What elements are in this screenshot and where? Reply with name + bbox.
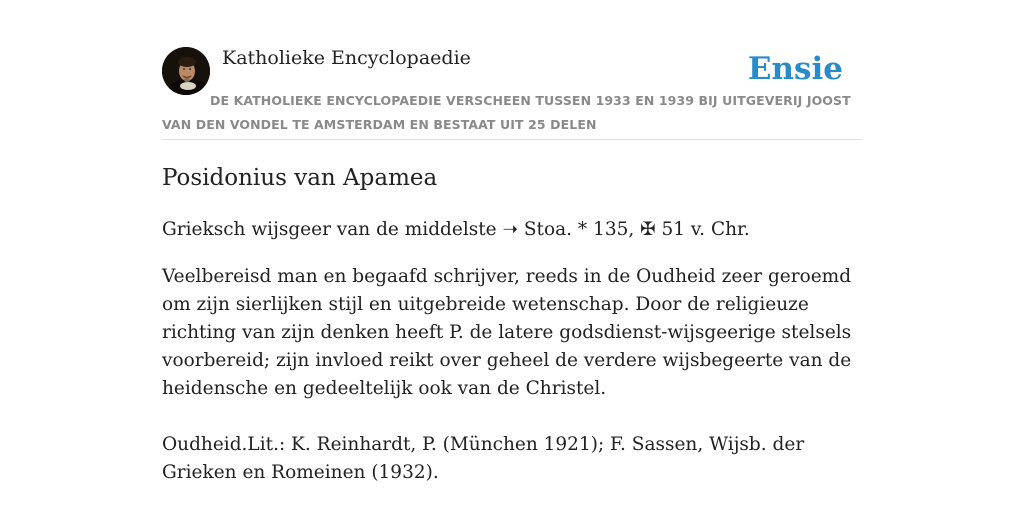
publication-header: [162, 45, 862, 140]
article-title: Posidonius van Apamea: [162, 165, 438, 191]
publication-title[interactable]: Katholieke Encyclopaedie: [222, 47, 471, 69]
article: [162, 160, 867, 487]
portrait-icon: [162, 47, 210, 95]
article-paragraph: Grieksch wijsgeer van de middelste ➝ Stoa. * 135, ✠ 51 v. Chr.: [162, 219, 750, 240]
publication-avatar[interactable]: [162, 47, 210, 95]
publication-description: DE KATHOLIEKE ENCYCLOPAEDIE VERSCHEEN TUSSEN 1933 EN 1939 BIJ UITGEVERIJ JOOST VAN DEN VONDEL TE AMSTERDAM EN BESTAAT UIT 25 DELEN: [162, 93, 851, 132]
article-paragraph: Oudheid.Lit.: K. Reinhardt, P. (München 1921); F. Sassen, Wijsb. der Grieken en Romeinen (1932).: [162, 434, 805, 483]
brand-logo[interactable]: Ensie: [747, 51, 843, 87]
article-paragraph: Veelbereisd man en begaafd schrijver, reeds in de Oudheid zeer geroemd om zijn sierlijken stijl en uitgebreide wetenschap. Door de religieuze richting van zijn denken heeft P. de latere godsdienst-wijsgeerige stelsels voorbereid; zijn invloed reikt over geheel de verdere wijsbegeerte van de heidensche en gedeeltelijk ook van de Christel.: [162, 266, 852, 399]
